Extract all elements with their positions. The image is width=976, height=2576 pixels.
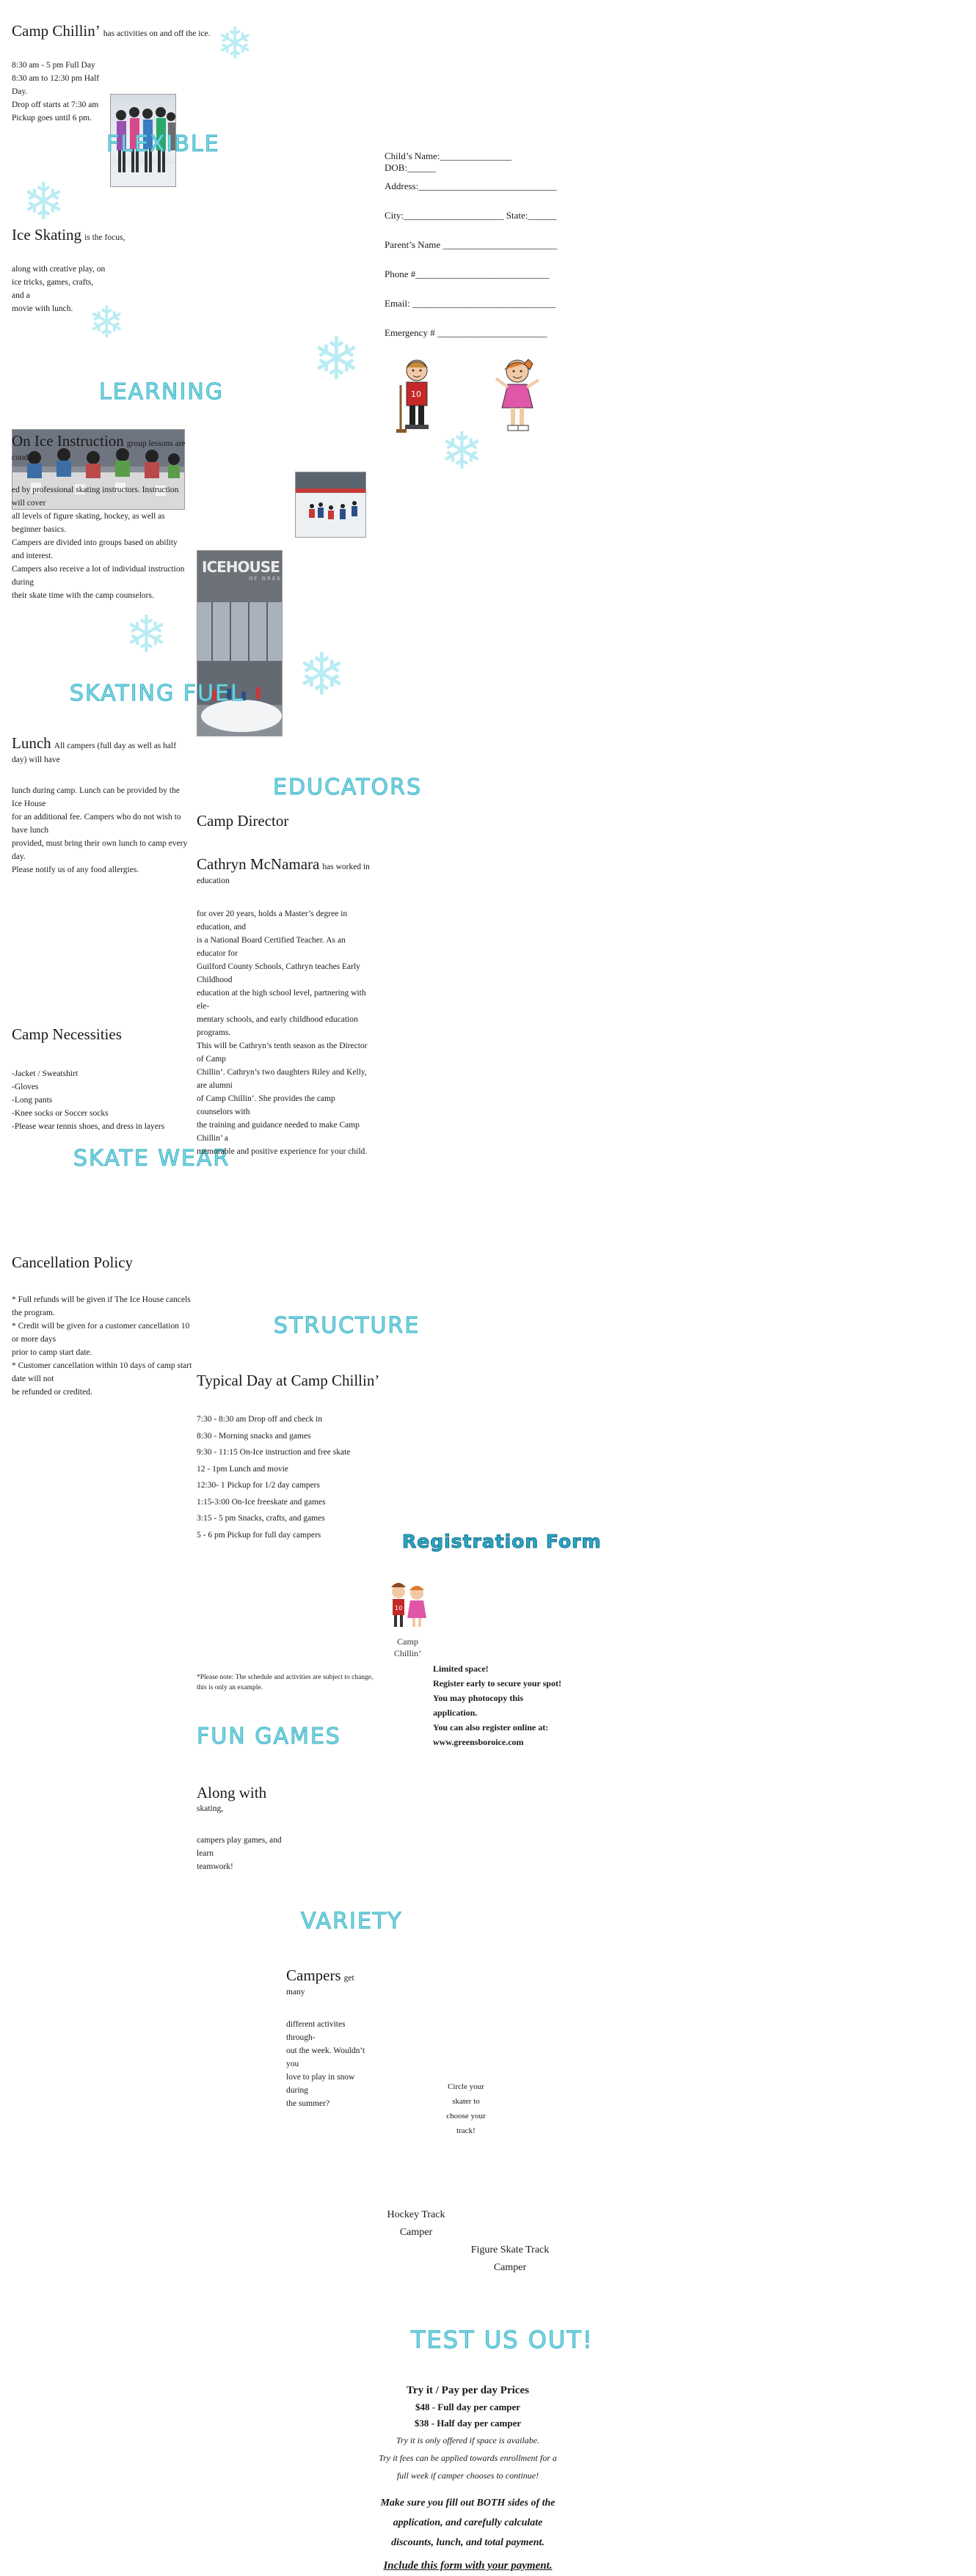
hockey-label-line: Camper xyxy=(399,2227,433,2238)
schedule-note-line: this is only an example. xyxy=(197,1684,263,1691)
schedule-item: 7:30 - 8:30 am Drop off and check in xyxy=(197,1415,322,1424)
director-line: for over 20 years, holds a Master’s degree in education, and xyxy=(197,910,348,932)
limited-space-notes xyxy=(433,1661,561,1749)
cancellation-item: be refunded or credited. xyxy=(12,1388,92,1397)
snowflake-icon: ❄ xyxy=(312,325,362,393)
director-block xyxy=(197,855,373,888)
try-it-heading: Try it / Pay per day Prices xyxy=(407,2385,529,2396)
city-state-field[interactable]: City:_____________________ State:______ xyxy=(385,210,557,221)
instruction-line: their skate time with the camp counselors. xyxy=(12,591,154,600)
necessity-item: -Knee socks or Soccer socks xyxy=(12,1109,109,1118)
ice-skating-line: along with creative play, on xyxy=(12,265,106,274)
ice-skating-heading: Ice Skating xyxy=(12,226,82,244)
child-name-field[interactable]: Child’s Name:_______________ DOB:______ xyxy=(385,150,511,173)
camp-chillin-heading: Camp Chillin’ xyxy=(12,22,101,40)
hockey-track-label[interactable] xyxy=(383,2206,449,2242)
director-line: is a National Board Certified Teacher. As an educator for xyxy=(197,936,346,958)
necessity-item: -Long pants xyxy=(12,1096,53,1105)
typical-day-heading: Typical Day at Camp Chillin’ xyxy=(197,1372,380,1389)
email-field[interactable]: Email: ______________________________ xyxy=(385,298,556,309)
lunch-text: All campers (full day as well as half day) will have xyxy=(12,742,177,764)
along-line: teamwork! xyxy=(197,1862,233,1871)
full-day-price: $48 - Full day per camper xyxy=(415,2401,521,2412)
logo-text xyxy=(384,1636,431,1659)
circle-line: Circle your xyxy=(448,2082,484,2091)
registration-title: Registration Form xyxy=(402,1531,602,1552)
kids-logo-art xyxy=(384,1577,431,1632)
limited-line: You can also register online at: xyxy=(433,1722,549,1732)
parent-name-field[interactable]: Parent’s Name ________________________ xyxy=(385,239,558,250)
offer-line: full week if camper chooses to continue! xyxy=(396,2470,539,2481)
campers-heading: Campers xyxy=(286,1966,341,1984)
lunch-line: Please notify us of any food allergies. xyxy=(12,866,139,874)
snowflake-icon: ❄ xyxy=(216,18,254,70)
phone-field[interactable]: Phone #____________________________ xyxy=(385,268,550,279)
limited-line: Limited space! xyxy=(433,1664,489,1674)
schedule-item: 12 - 1pm Lunch and movie xyxy=(197,1464,288,1474)
schedule-list xyxy=(197,1411,376,1543)
director-line: Chillin’. Cathryn’s two daughters Riley and Kelly, are alumni xyxy=(197,1068,367,1090)
campers-block xyxy=(286,1966,371,1999)
limited-line: Register early to secure your spot! xyxy=(433,1678,561,1688)
instruction-line: ed by professional skating instructors. Instruction will cover xyxy=(12,486,179,508)
games-photo xyxy=(295,472,366,538)
camp-chillin-intro xyxy=(12,22,577,40)
along-heading: Along with xyxy=(197,1784,267,1801)
figure-skater-art xyxy=(492,354,543,436)
lunch-line: lunch during camp. Lunch can be provided by the Ice House xyxy=(12,786,180,808)
ice-house-sign-sub: OF GREE xyxy=(249,576,282,582)
snowflake-icon: ❄ xyxy=(440,421,484,481)
director-line: mentary schools, and early childhood education programs. xyxy=(197,1015,358,1037)
fun-games-heading: FUN GAMES xyxy=(197,1724,341,1749)
offer-text xyxy=(378,2432,558,2484)
schedule-item: 8:30 - Morning snacks and games xyxy=(197,1431,311,1441)
lunch-heading: Lunch xyxy=(12,734,51,752)
circle-line: choose your xyxy=(446,2112,486,2121)
hockey-jersey-number: 10 xyxy=(411,389,421,399)
instruction-line: Campers are divided into groups based on ability and interest. xyxy=(12,538,178,560)
lunch-lines xyxy=(12,784,192,877)
cancellation-heading xyxy=(12,1254,577,1271)
director-text xyxy=(197,907,373,1158)
both-sides-line: application, and carefully calculate xyxy=(393,2517,543,2528)
ice-house-sign: ICEHOUSE xyxy=(202,558,280,576)
cancellation-heading-text: Cancellation Policy xyxy=(12,1254,134,1271)
campers-lines xyxy=(286,2018,371,2110)
campers-text: get many xyxy=(286,1974,354,1997)
campers-line: different activites through- xyxy=(286,2020,346,2042)
learning-heading: LEARNING xyxy=(99,379,225,405)
schedule-item: 1:15-3:00 On-Ice freeskate and games xyxy=(197,1497,326,1507)
instruction-line: Campers also receive a lot of individual instruction during xyxy=(12,565,185,587)
along-line: campers play games, and learn xyxy=(197,1836,282,1858)
director-line: This will be Cathryn’s tenth season as the Director of Camp xyxy=(197,1042,368,1064)
cancellation-list xyxy=(12,1293,195,1399)
cancellation-item: * Customer cancellation within 10 days of camp start date will not xyxy=(12,1361,192,1383)
half-day-price: $38 - Half day per camper xyxy=(414,2418,522,2429)
campers-line: out the week. Wouldn’t you xyxy=(286,2046,365,2068)
both-sides-line: discounts, lunch, and total payment. xyxy=(391,2537,545,2548)
circle-line: skater to xyxy=(452,2097,480,2106)
schedule-note-line: *Please note: The schedule and activities are subject to change, xyxy=(197,1674,374,1681)
test-us-out-heading: TEST US OUT! xyxy=(411,2326,594,2354)
emergency-field[interactable]: Emergency # _______________________ xyxy=(385,327,547,338)
campers-line: love to play in snow during xyxy=(286,2073,355,2095)
educators-heading: EDUCATORS xyxy=(273,775,422,800)
along-block xyxy=(197,1784,296,1815)
circle-instruction xyxy=(440,2079,492,2138)
address-field[interactable]: Address:_____________________________ xyxy=(385,180,557,191)
figure-track-label[interactable] xyxy=(470,2242,550,2277)
skate-wear-heading: SKATE WEAR xyxy=(73,1146,230,1171)
both-sides-line: Make sure you fill out BOTH sides of the xyxy=(380,2498,556,2509)
director-line: memorable and positive experience for your child. xyxy=(197,1147,368,1156)
figure-skater-camper-figure[interactable] xyxy=(492,354,543,439)
lunch-block xyxy=(12,734,192,766)
logo-text-line: Camp xyxy=(397,1636,418,1647)
instruction-text: group lessons are conduct- xyxy=(12,439,186,462)
cancellation-item: * Full refunds will be given if The Ice House cancels the program. xyxy=(12,1295,191,1317)
both-sides-note xyxy=(378,2493,558,2553)
necessity-item: -Gloves xyxy=(12,1083,39,1091)
circle-line: track! xyxy=(456,2126,476,2135)
hours-line: 8:30 am - 5 pm Full Day xyxy=(12,61,95,70)
along-text: skating, xyxy=(197,1804,224,1813)
necessity-item: -Please wear tennis shoes, and dress in layers xyxy=(12,1122,165,1131)
lunch-line: for an additional fee. Campers who do not wish to have lunch xyxy=(12,813,181,835)
limited-line: www.greensboroice.com xyxy=(433,1737,524,1747)
snowflake-icon: ❄ xyxy=(297,640,347,709)
structure-heading: STRUCTURE xyxy=(274,1313,420,1339)
figure-label-line: Figure Skate Track xyxy=(470,2244,550,2255)
schedule-item: 5 - 6 pm Pickup for full day campers xyxy=(197,1530,321,1540)
hockey-camper-figure[interactable] xyxy=(395,356,439,440)
snowflake-icon: ❄ xyxy=(22,172,65,232)
lunch-line: provided, must bring their own lunch to camp every day. xyxy=(12,839,188,861)
include-form-note: Include this form with your payment. xyxy=(383,2560,553,2572)
hours-list xyxy=(12,59,114,125)
skating-fuel-heading: SKATING FUEL xyxy=(70,681,244,706)
logo-text-line: Chillin’ xyxy=(393,1648,422,1658)
hockey-player-art xyxy=(395,356,439,436)
director-line: the training and guidance needed to make Camp Chillin’ a xyxy=(197,1121,360,1143)
cancellation-item: prior to camp start date. xyxy=(12,1348,92,1357)
hours-line: Pickup goes until 6 pm. xyxy=(12,114,92,122)
snowflake-icon: ❄ xyxy=(125,604,168,665)
campers-line: the summer? xyxy=(286,2099,330,2108)
director-line: Guilford County Schools, Cathryn teaches Early Childhood xyxy=(197,962,360,984)
games-photo-art xyxy=(296,472,365,537)
figure-label-line: Camper xyxy=(493,2262,527,2273)
schedule-item: 9:30 - 11:15 On-Ice instruction and free skate xyxy=(197,1448,351,1457)
ice-skating-text: is the focus, xyxy=(84,233,125,242)
hours-line: Drop off starts at 7:30 am xyxy=(12,100,99,109)
director-name: Cathryn McNamara xyxy=(197,855,320,873)
variety-heading: VARIETY xyxy=(301,1909,403,1934)
ice-house-photo xyxy=(197,550,283,736)
offer-line: Try it is only offered if space is availabe. xyxy=(396,2435,540,2445)
schedule-note xyxy=(197,1672,376,1693)
director-line: of Camp Chillin’. She provides the camp counselors with xyxy=(197,1094,335,1116)
instruction-lines xyxy=(12,483,192,602)
flexible-heading: FLEXIBLE xyxy=(106,131,220,157)
camp-chillin-sub: has activities on and off the ice. xyxy=(103,29,211,38)
director-sub: has worked in education xyxy=(197,863,370,885)
necessity-item: -Jacket / Sweatshirt xyxy=(12,1069,79,1078)
ice-skating-line: ice tricks, games, crafts, and a xyxy=(12,278,94,300)
director-title: Camp Director xyxy=(197,812,289,830)
necessities-heading-text: Camp Necessities xyxy=(12,1025,122,1043)
offer-line: Try it fees can be applied towards enrollment for a xyxy=(379,2453,557,2463)
director-line: education at the high school level, partnering with ele- xyxy=(197,989,366,1011)
snowflake-icon: ❄ xyxy=(88,297,125,348)
along-lines xyxy=(197,1834,296,1873)
hours-line: 8:30 am to 12:30 pm Half Day. xyxy=(12,74,100,96)
schedule-item: 12:30- 1 Pickup for 1/2 day campers xyxy=(197,1481,320,1490)
svg-text:10: 10 xyxy=(395,1605,403,1611)
instruction-heading: On Ice Instruction xyxy=(12,432,124,450)
pricing-block xyxy=(378,2382,558,2576)
ice-skating-line: movie with lunch. xyxy=(12,304,73,313)
cancellation-item: * Credit will be given for a customer cancellation 10 or more days xyxy=(12,1322,190,1344)
camp-chillin-logo xyxy=(384,1577,431,1661)
schedule-item: 3:15 - 5 pm Snacks, crafts, and games xyxy=(197,1514,325,1523)
limited-line: You may photocopy this application. xyxy=(433,1693,524,1718)
hockey-label-line: Hockey Track xyxy=(387,2209,445,2220)
ice-skating-text-lines xyxy=(12,263,107,315)
instruction-block xyxy=(12,432,188,464)
instruction-line: all levels of figure skating, hockey, as well as beginner basics. xyxy=(12,512,165,534)
